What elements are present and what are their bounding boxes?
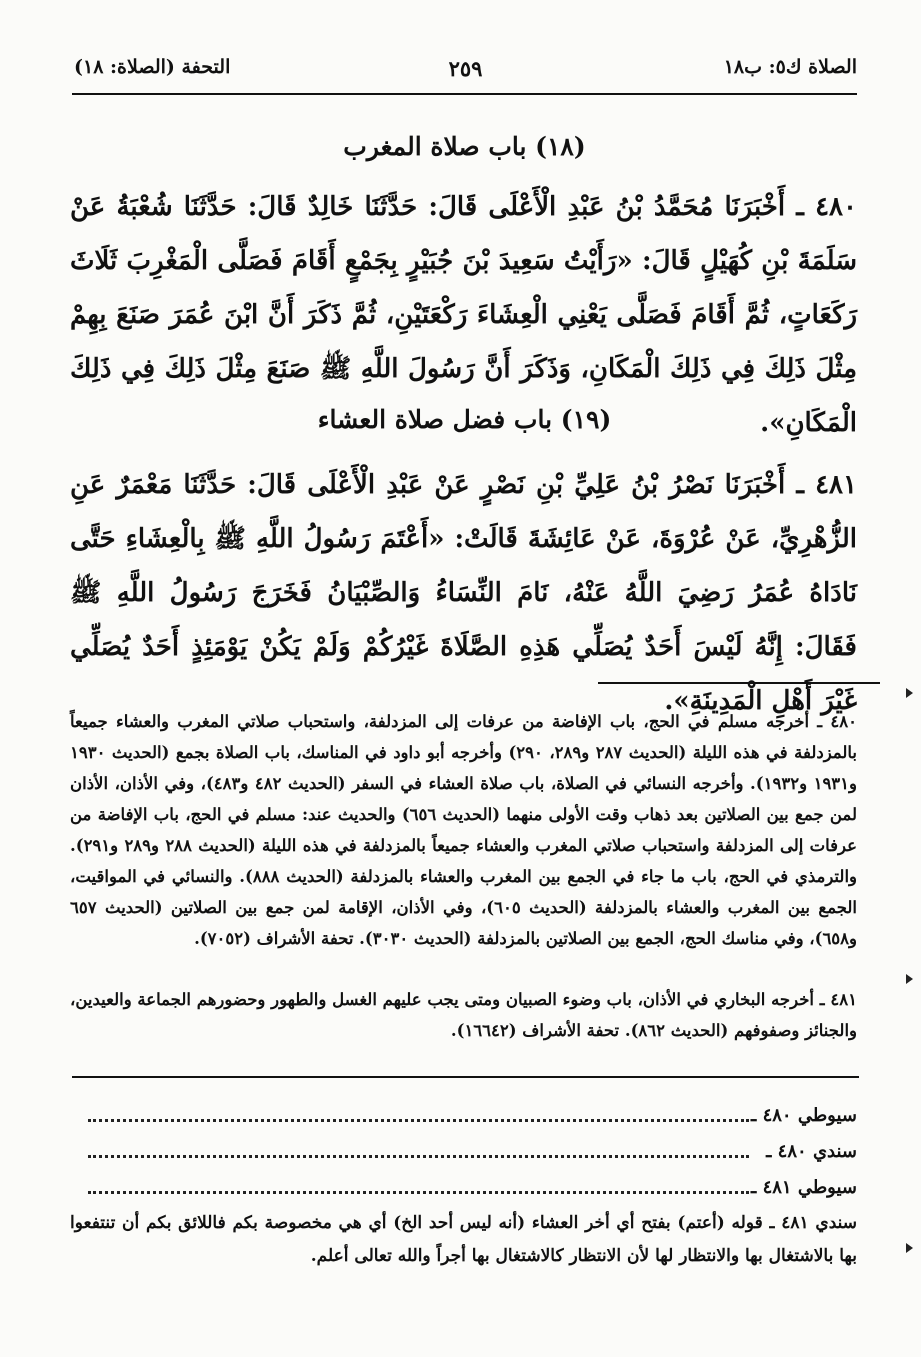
margin-marker-icon [906, 974, 913, 984]
header-tuhfa-ref: التحفة (الصلاة: ١٨) [74, 56, 231, 78]
margin-marker-icon [906, 1243, 913, 1253]
chapter-title: (١٩) باب فضل صلاة العشاء [317, 405, 612, 434]
margin-marker-icon [906, 688, 913, 698]
page-number: ٢٥٩ [448, 56, 483, 81]
commentary-label: سيوطي ٤٨١ ـ [751, 1177, 857, 1198]
header-chapter-ref: الصلاة ك٥: ب١٨ [723, 56, 857, 78]
chapter-title: (١٨) باب صلاة المغرب [343, 132, 586, 161]
dotted-leader [88, 1119, 749, 1122]
footnote-480: ٤٨٠ ـ أخرجه مسلم في الحج، باب الإفاضة من عرفات إلى المزدلفة، واستحباب صلاتي المغرب والعشاء جميعاً بالمزدلفة في هذه الليلة (الحديث ٢٨٧ و٢٨٩، ٢٩٠) وأخرجه أبو داود في المناسك، باب الصلاة بجمع (الحديث ١٩٣٠ و١٩٣١ و١٩٣٢). وأخرجه النسائي في الصلاة، باب صلاة العشاء في السفر (الحديث ٤٨٢ و٤٨٣)، وفي الأذان، الأذان لمن جمع بين الصلاتين بعد ذهاب وقت الأولى منهما (الحديث ٦٥٦) والحديث عند: مسلم في الحج، باب الإفاضة من عرفات إلى المزدلفة واستحباب صلاتي المغرب والعشاء جميعاً بالمزدلفة في هذه الليلة (الحديث ٢٨٨ و٢٨٩ و٢٩١). والترمذي في الحج، باب ما جاء في الجمع بين المغرب والعشاء بالمزدلفة (الحديث ٨٨٨). والنسائي في المواقيت، الجمع بين المغرب والعشاء بالمزدلفة (الحديث ٦٠٥)، وفي الأذان، الإقامة لمن جمع بين الصلاتين (الحديث ٦٥٧ و٦٥٨)، وفي مناسك الحج، الجمع بين الصلاتين بالمزدلفة (الحديث ٣٠٣٠). تحفة الأشراف (٧٠٥٢). [70, 712, 858, 948]
commentary-text: سندي ٤٨١ ـ قوله (أعتم) بفتح أي أخر العشاء (أنه ليس أحد الخ) أي هي مخصوصة بكم فاللائق بكم أن تنتفعوا بها بالاشتغال بها والانتظار لها لأن الانتظار كالاشتغال بها أجراً والله تعالى أعلم. [70, 1213, 857, 1266]
commentary-label: سندي ٤٨٠ ـ [766, 1141, 857, 1162]
dotted-leader [88, 1155, 749, 1158]
running-header [74, 56, 857, 88]
header-rule [72, 93, 857, 95]
hadith-481: ٤٨١ ـ أَخْبَرَنَا نَصْرُ بْنُ عَلِيِّ بْنِ نَصْرٍ عَنْ عَبْدِ الْأَعْلَى قَالَ: حَدَّثَنَا مَعْمَرٌ عَنِ الزُّهْرِيِّ، عَنْ عُرْوَةَ، عَنْ عَائِشَةَ قَالَتْ: «أَعْتَمَ رَسُولُ اللَّهِ ﷺ بِالْعِشَاءِ حَتَّى نَادَاهُ عُمَرُ رَضِيَ اللَّهُ عَنْهُ، نَامَ النِّسَاءُ وَالصِّبْيَانُ فَخَرَجَ رَسُولُ اللَّهِ ﷺ فَقَالَ: إِنَّهُ لَيْسَ أَحَدٌ يُصَلِّي هَذِهِ الصَّلَاةَ غَيْرُكُمْ وَلَمْ يَكُنْ يَوْمَئِذٍ أَحَدٌ يُصَلِّي غَيْرَ أَهْلِ الْمَدِينَةِ». [70, 470, 857, 716]
commentary-line [88, 1177, 857, 1207]
hadith-480: ٤٨٠ ـ أَخْبَرَنَا مُحَمَّدُ بْنُ عَبْدِ الْأَعْلَى قَالَ: حَدَّثَنَا خَالِدٌ قَالَ: حَدَّثَنَا شُعْبَةُ عَنْ سَلَمَةَ بْنِ كُهَيْلٍ قَالَ: «رَأَيْتُ سَعِيدَ بْنَ جُبَيْرٍ بِجَمْعٍ أَقَامَ فَصَلَّى الْمَغْرِبَ ثَلَاثَ رَكَعَاتٍ، ثُمَّ أَقَامَ فَصَلَّى يَعْنِي الْعِشَاءَ رَكْعَتَيْنِ، ثُمَّ ذَكَرَ أَنَّ ابْنَ عُمَرَ صَنَعَ بِهِمْ مِثْلَ ذَلِكَ فِي ذَلِكَ الْمَكَانِ، وَذَكَرَ أَنَّ رَسُولَ اللَّهِ ﷺ صَنَعَ مِثْلَ ذَلِكَ فِي ذَلِكَ الْمَكَانِ». [70, 192, 857, 438]
commentary-line [88, 1105, 857, 1135]
footnote-481: ٤٨١ ـ أخرجه البخاري في الأذان، باب وضوء الصبيان ومتى يجب عليهم الغسل والطهور وحضورهم الجماعة والعيدين، والجنائز وصفوفهم (الحديث ٨٦٢). تحفة الأشراف (١٦٦٤٢). [70, 990, 857, 1040]
dotted-leader [88, 1191, 749, 1194]
footnote-separator [598, 682, 880, 684]
commentary-separator [72, 1076, 859, 1078]
commentary-line [88, 1141, 857, 1171]
commentary-label: سيوطي ٤٨٠ ـ [751, 1105, 857, 1126]
